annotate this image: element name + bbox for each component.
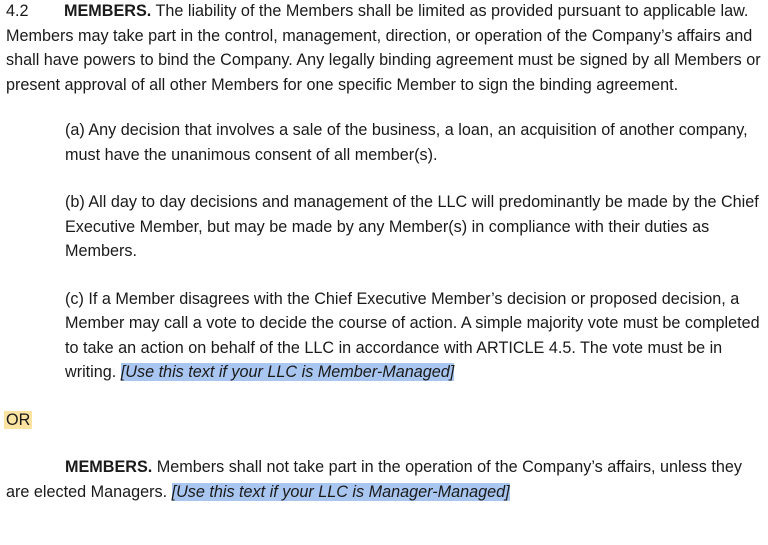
section-4-2-paragraph (6, 0, 764, 97)
alternative-heading: MEMBERS. (65, 458, 153, 476)
clause-c-text: (c) If a Member disagrees with the Chief Executive Member’s decision or proposed decision, a Member may call a vote to decide the course of action. A simple majority vote must be completed to take an action on behalf of the LLC in accordance with ARTICLE 4.5. The vote must be in writing. (65, 289, 760, 381)
alternative-body: Members shall not take part in the operation of the Company’s affairs, unless they are elected Managers. (6, 458, 742, 501)
clause-b (6, 190, 764, 264)
alternative-members-paragraph (6, 455, 764, 504)
clause-a-text: (a) Any decision that involves a sale of the business, a loan, an acquisition of another company, must have the unanimous consent of all member(s). (65, 121, 748, 164)
or-separator (6, 408, 764, 433)
section-heading: MEMBERS. (64, 2, 152, 20)
manager-managed-note: [Use this text if your LLC is Manager-Managed] (171, 482, 510, 501)
clause-c (6, 287, 764, 385)
section-number: 4.2 (6, 2, 29, 20)
member-managed-note: [Use this text if your LLC is Member-Managed] (120, 363, 455, 381)
clause-a (6, 118, 764, 167)
clause-b-text: (b) All day to day decisions and management of the LLC will predominantly be made by the Chief Executive Member, but may be made by any Member(s) in compliance with their duties as Members. (65, 193, 759, 260)
section-body: The liability of the Members shall be limited as provided pursuant to applicable law. Members may take part in the control, management, direction, or operation of the Company’s affairs and shall have powers to bind the Company. Any legally binding agreement must be signed by all Members or present approval of all other Members for one specific Member to sign the binding agreement. (6, 2, 761, 94)
document-body (6, 0, 764, 504)
or-label: OR (6, 410, 31, 429)
